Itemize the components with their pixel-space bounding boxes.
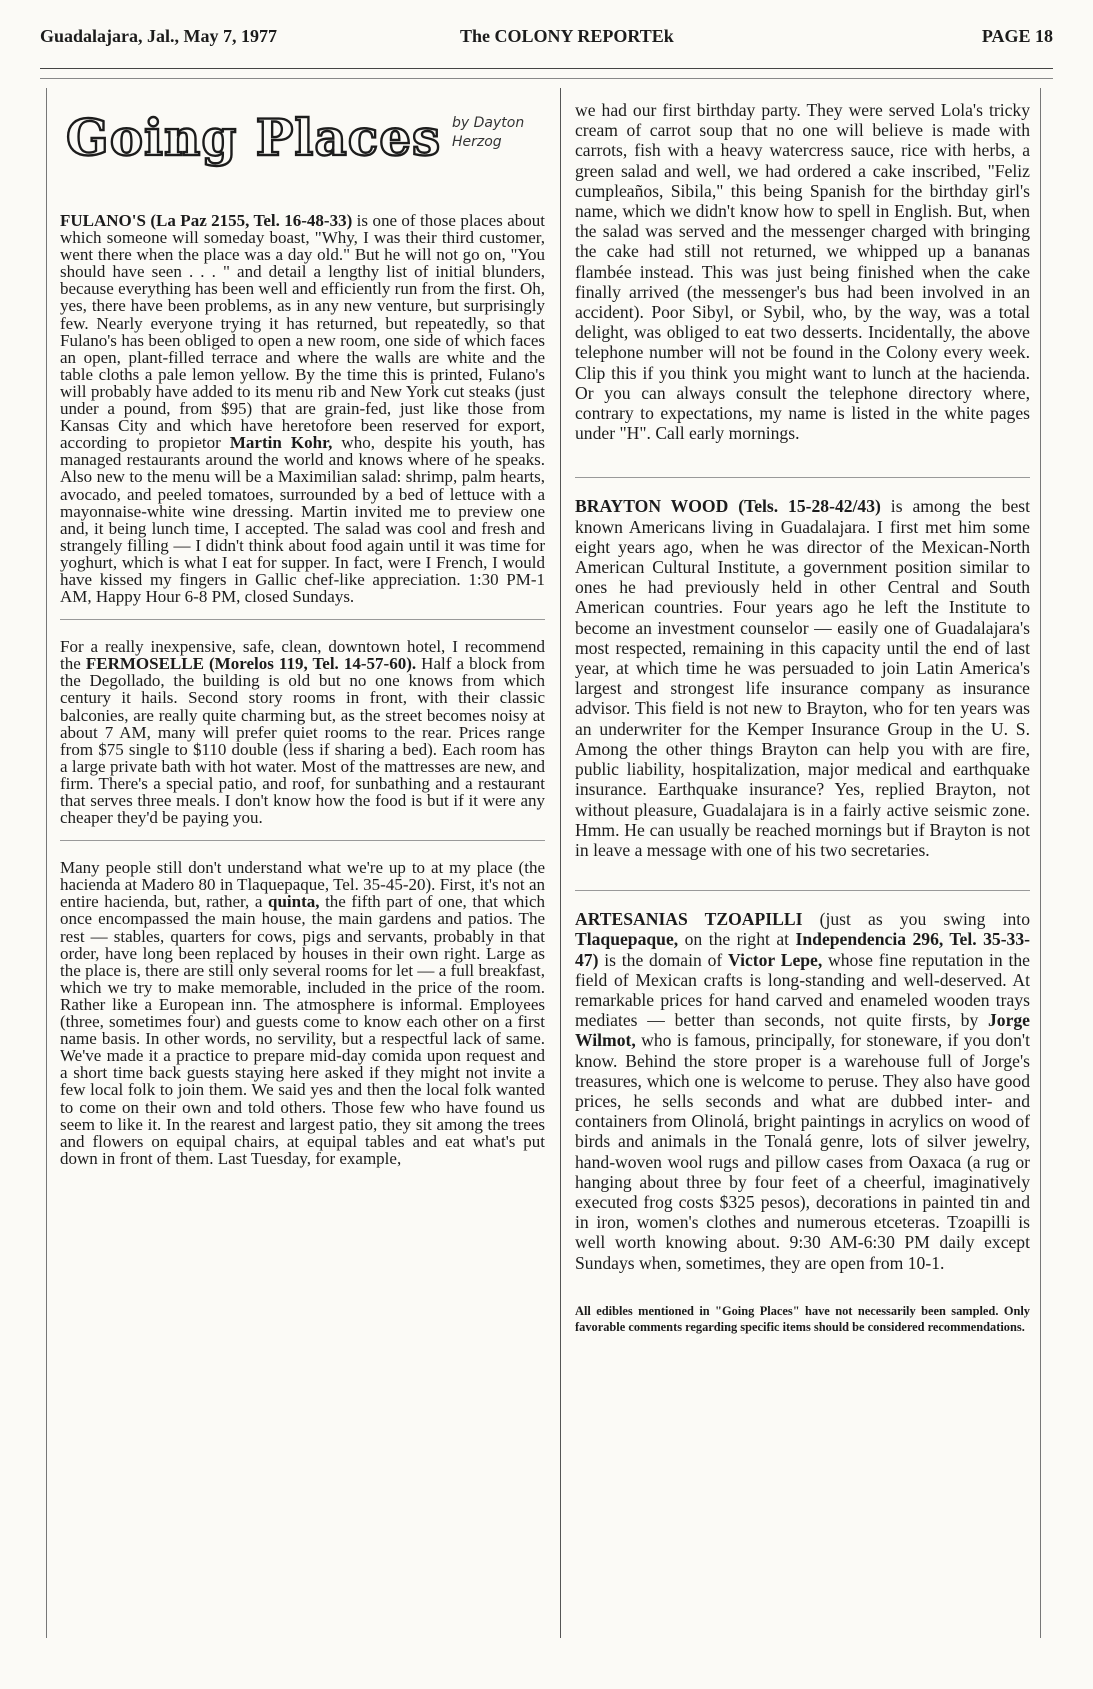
column-divider: [560, 88, 561, 1638]
fermoselle-lead: FERMOSELLE (Morelos 119, Tel. 14-57-60).: [85, 654, 417, 674]
tzoapilli-text-4: whose fine reputation in the field of Mexican crafts is long-standing and well-deserved. At remarkable prices for hand carved and enameled wooden trays mediates — better than seconds, not quite firsts, by: [575, 949, 1030, 1031]
column-title: Going Places: [66, 108, 442, 167]
column-heading: [60, 100, 545, 212]
fermoselle-text-2: Half a block from the Degollado, the building is old but no one knows from which century it hails. Second story rooms in front, with their classic balconies, are really quite charming but, as the street becomes noisy at about 7 AM, many will prefer quiet rooms to the rear. Prices range from $75 single to $110 double (less if sharing a bed). Each room has a large private bath with hot water. Most of the mattresses are new, and firm. There's a special patio, and roof, for sunbathing and a restaurant that serves three meals. I don't know how the food is but if it were any cheaper they'd be paying you.: [60, 654, 545, 828]
brayton-paragraph: [575, 496, 1030, 860]
tzoapilli-address: Independencia 296, Tel. 35-33-47): [575, 929, 1030, 970]
right-column: [575, 100, 1030, 1335]
fermoselle-paragraph: [60, 638, 545, 826]
dateline: Guadalajara, Jal., May 7, 1977: [40, 26, 277, 46]
left-column: [60, 100, 545, 1181]
hacienda-text-1: Many people still don't understand what we're up to at my place (the hacienda at Madero 80 in Tlaquepaque, Tel. 35-45-20). First, it's not an entire hacienda, but, rather, a: [60, 858, 545, 912]
tlaquepaque-name: Tlaquepaque,: [575, 929, 679, 950]
page-number: PAGE 18: [981, 26, 1053, 46]
hacienda-paragraph: [60, 859, 545, 1167]
hacienda-text-2: the fifth part of one, that which once encompassed the main house, the main gardens and patios. The rest — stables, quarters for cows, pigs and servants, probably in that order, have long been replaced by houses in their own right. Large as the place is, there are still only several rooms for let — a full breakfast, which we try to make memorable, included in the price of the room. Rather like a European inn. The atmosphere is informal. Employees (three, sometimes four) and guests come to know each other on a first name basis. In other words, no servility, but a respectful lack of same. We've made it a practice to prepare mid-day comida upon request and a short time back guests staying here asked if they might not invite a few local folk to join them. We said yes and then the local folk wanted to come on their own and told others. Those few who have found us seem to like it. In the rearest and largest patio, they sit among the trees and flowers on equipal chairs, at equipal tables and eat what's put down in front of them. Last Tuesday, for example,: [60, 892, 546, 1168]
right-border-rule: [1040, 88, 1041, 1638]
masthead-rule-secondary: [40, 78, 1053, 79]
quinta-term: quinta,: [267, 892, 320, 912]
section-rule: [575, 890, 1030, 891]
section-rule: [60, 619, 545, 620]
tzoapilli-text-5: who is famous, principally, for stoneware, if you don't know. Behind the store proper is a warehouse full of Jorge's treasures, which one is welcome to peruse. They also have good prices, he sells seconds and what are dubbed inter- and containers from Olinolá, bright paintings in acrylics on wood of birds and animals in the Tonalá genre, lots of silver jewelry, hand-woven wool rugs and pillow cases from Oaxaca (a rug or hanging about three by four feet of a cheerful, imaginatively executed frog costs $325 pesos), decorations in painted tin and in iron, women's clothes and numerous etceteras. Tzoapilli is well worth knowing about. 9:30 AM-6:30 PM daily except Sundays when, sometimes, they are open from 10-1.: [575, 1030, 1030, 1273]
byline: by Dayton Herzog: [452, 115, 525, 150]
fulanos-lead: FULANO'S (La Paz 2155, Tel. 16-48-33): [60, 211, 353, 230]
brayton-lead: BRAYTON WOOD (Tels. 15-28-42/43): [575, 496, 881, 517]
tzoapilli-lead: ARTESANIAS TZOAPILLI: [575, 909, 803, 930]
masthead-rule: [40, 68, 1053, 69]
fulanos-text-2: who, despite his youth, has managed restaurants around the world and knows where of he speaks. Also new to the menu will be a Maximilian salad: shrimp, palm hearts, avocado, and peeled tomatoes, surrounded by a bed of lettuce with a mayonnaise-white wine dressing. Martin invited me to preview one and, it being lunch time, I accepted. The salad was cool and fresh and strangely filling — I didn't think about food again until it was time for yoghurt, which is what I eat for supper. In fact, were I French, I would have kissed my fingers in Gallic chef-like appreciation. 1:30 PM-1 AM, Happy Hour 6-8 PM, closed Sundays.: [60, 433, 546, 607]
brayton-text: is among the best known Americans living in Guadalajara. I first met him some eight years ago, when he was director of the Mexican-North American Cultural Institute, a government position similar to ones he had previously held in other Central and South American countries. Four years ago he left the Institute to become an investment counselor — easily one of Guadalajara's most respected, remaining in this capacity until the end of last year, at which time he was persuaded to join Latin America's largest and strongest life insurance company as insurance advisor. This field is not new to Brayton, who for ten years was an underwriter for the Kemper Insurance Group in the U. S. Among the other things Brayton can help you with are fire, public liability, hospitalization, major medical and earthquake insurance. Earthquake insurance? Yes, replied Brayton, not without pleasure, Guadalajara is in a fairly active seismic zone. Hmm. He can usually be reached mornings but if Brayton is not in leave a message with one of his two secretaries.: [575, 496, 1030, 860]
newspaper-name: The COLONY REPORTEk: [460, 26, 674, 46]
tzoapilli-paragraph: [575, 909, 1030, 1273]
disclaimer: All edibles mentioned in "Going Places" have not necessarily been sampled. Only favorable comments regarding specific items should be considered recommendations.: [575, 1303, 1030, 1334]
left-border-rule: [46, 88, 47, 1638]
tzoapilli-text-1: (just as you swing into: [802, 909, 1030, 930]
section-rule: [575, 477, 1030, 478]
section-rule: [60, 840, 545, 841]
victor-lepe-name: Victor Lepe,: [728, 949, 823, 970]
fermoselle-text-1: For a really inexpensive, safe, clean, downtown hotel, I recommend the: [60, 637, 545, 674]
tzoapilli-text-2: on the right at: [678, 929, 796, 950]
jorge-wilmot-name: Jorge Wilmot,: [575, 1010, 1030, 1051]
tzoapilli-text-3: is the domain of: [598, 949, 729, 970]
birthday-paragraph: we had our first birthday party. They were served Lola's tricky cream of carrot soup that no one will believe is made with carrots, fish with a heavy watercress sauce, rice with herbs, a green salad and well, we had ordered a cake inscribed, "Feliz cumpleaños, Sibila," this being Spanish for the birthday girl's name, which we didn't know how to spell in English. But, when the salad was served and the messenger charged with bringing the cake had still not returned, we whipped up a bananas flambée instead. This was just being finished when the cake finally arrived (the messenger's bus had been involved in an accident). Poor Sibyl, or Sybil, who, by the way, was a total delight, was obliged to eat two desserts. Incidentally, the above telephone number will not be found in the Colony every week. Clip this if you think you might want to lunch at the hacienda. Or you can always consult the telephone directory where, contrary to expectations, my name is listed in the white pages under "H". Call early mornings.: [575, 100, 1030, 444]
masthead: [40, 22, 1053, 50]
fulanos-paragraph: [60, 212, 545, 605]
martin-kohr-name: Martin Kohr,: [229, 433, 333, 453]
fulanos-text-1: is one of those places about which someone will someday boast, "Why, I was their third customer, went there when the place was a day old." But he will not go on, "You should have seen . . . " and detail a lengthy list of initial blunders, because everything has been well and efficiently run from the first. Oh, yes, there have been problems, as in any new venture, but surprisingly few. Nearly everyone trying it has returned, but repeatedly, so that Fulano's has been obliged to open a new room, one side of which faces an open, plant-filled terrace and where the walls are white and the table cloths a pale lemon yellow. By the time this is printed, Fulano's will probably have added to its menu rib and New York cut steaks (just under a pound, from $95) that are grain-fed, just like those from Kansas City and which have heretofore been reserved for export, according to propietor: [60, 211, 545, 453]
